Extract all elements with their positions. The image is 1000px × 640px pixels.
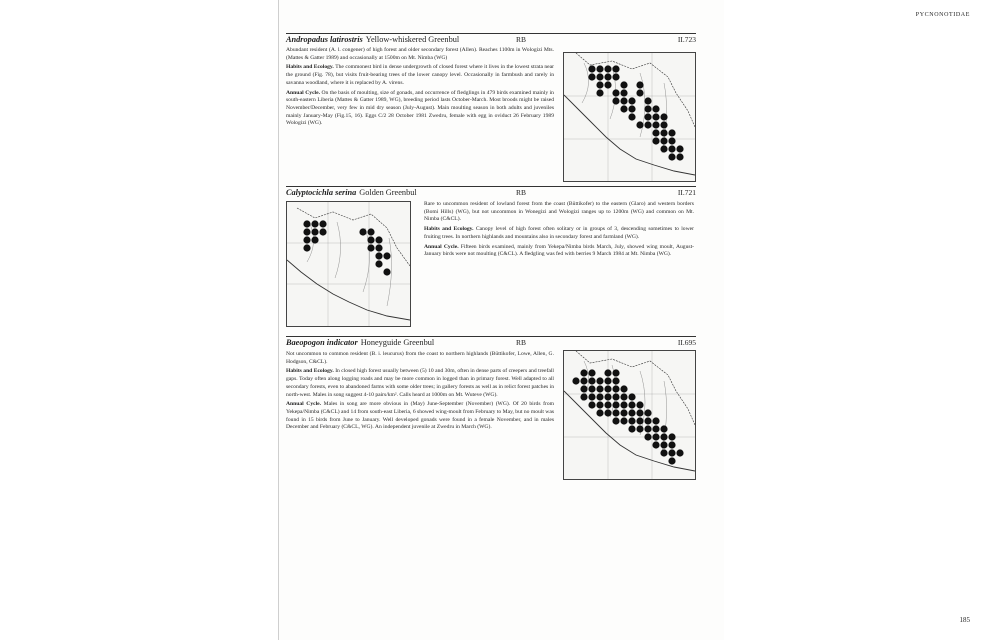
annual-cycle-heading: Annual Cycle. <box>286 401 322 408</box>
species-distribution: Abundant resident (A. l. congener) of high forest and older secondary forest (Allen). Reaches 1100m in Wologizi Mts. (Mattes & Gatter 1989) and occasionally at 1500m on Mt. Nimba (WG) <box>286 47 554 61</box>
distribution-map <box>563 350 696 480</box>
habits-text: The commonest bird in dense undergrowth of closed forest where it lives in the lowest strata near the ground (Fig. 78), but visits fruit-bearing trees of the lower canopy level. Occasionally in farmbush and rarely in savanna woodland, where it is replaced by A. virens. <box>286 64 554 86</box>
page-number: 185 <box>959 616 970 624</box>
map-graphic <box>287 202 410 326</box>
annual-cycle-paragraph <box>286 90 554 129</box>
species-header <box>286 33 696 45</box>
annual-cycle-paragraph <box>286 401 554 432</box>
distribution-dots <box>303 220 390 275</box>
map-graphic <box>564 351 695 479</box>
annual-cycle-text: On the basis of moulting, size of gonads, and occurrence of fledglings in 479 birds examined mainly in south-eastern Liberia (Mattes & Gatter 1989, WG), breeding period lasts October-March. Most broods might be raised November/December, very few in mid dry season (July-August). Main moulting season in both adults and juveniles mainly January-May (Fig.15, 16). Eggs C/2 28 October 1981 Zwedru, female with egg in oviduct 26 February 1989 Wologizi (WG). <box>286 89 554 127</box>
running-head: PYCNONOTIDAE <box>915 12 970 18</box>
species-header <box>286 186 696 198</box>
annual-cycle-paragraph <box>424 244 694 259</box>
species-reference: II.723 <box>677 35 696 44</box>
annual-cycle-text: Males in song are more obvious in (May) June-September (November) (WG). Of 20 birds from Yekepa/Nimba (C&CL) and 14 from south-east Liberia, 6 showed wing-moult from February to May, but no moult was found in 15 birds from June to January. Well developed gonads were found in a female November, and in males December and February (C&CL, WG). An independent juvenile at Zwedru in March (WG). <box>286 401 554 431</box>
distribution-map <box>286 201 411 327</box>
species-distribution: Not uncommon to common resident (B. i. leucurus) from the coast to northern highlands (Büttikofer, Lowe, Allen, G. Hodgson, C&CL). <box>286 351 554 365</box>
page-gutter <box>278 0 279 640</box>
species-reference: II.721 <box>677 188 696 197</box>
annual-cycle-heading: Annual Cycle. <box>424 243 459 250</box>
habits-heading: Habits and Ecology. <box>424 226 474 233</box>
habits-text: Canopy level of high forest often solitary or in groups of 3, descending sometimes to lower fruiting trees. In northern highlands and mountains also in secondary forest and farmland (WG). <box>424 226 694 240</box>
species-common-name: Yellow-whiskered Greenbul <box>365 35 460 44</box>
distribution-map <box>563 52 696 182</box>
map-graphic <box>564 53 695 181</box>
border <box>576 53 695 127</box>
species-status: RB <box>516 188 527 197</box>
species-status: RB <box>516 338 527 347</box>
species-header <box>286 336 696 348</box>
habits-text: In closed high forest usually between (5) 10 and 30m, often in dense parts of creepers and treefall gaps. Today often along logging roads and may be more common in logged than in primary forest. Well adapted to all secondary forests, even to abandoned farms with some older trees; in gallery forests as well as in relict forest patches in north-west. Males in song suggest 4-10 pairs/km². Calls heard at 1000m on Mt. Wuteve (WG). <box>286 368 554 398</box>
species-account <box>424 201 694 261</box>
species-scientific-name: Andropadus latirostris Yellow-whiskered Greenbul <box>286 35 460 44</box>
species-common-name: Honeyguide Greenbul <box>360 338 435 347</box>
habits-paragraph <box>424 226 694 241</box>
habits-paragraph <box>286 368 554 399</box>
habits-heading: Habits and Ecology. <box>286 64 334 71</box>
species-account <box>286 351 554 434</box>
annual-cycle-text: Fifteen birds examined, mainly from Yekepa/Nimba birds March, July, showed wing moult, August-January birds were not moulting (C&CL). A fledgling was fed with berries 9 March 1984 at Mt. Nimba (WG). <box>424 243 694 258</box>
species-reference: II.695 <box>677 338 696 347</box>
species-account <box>286 47 554 130</box>
species-scientific-name: Baeopogon indicator Honeyguide Greenbul <box>286 338 435 347</box>
species-distribution: Rare to uncommon resident of lowland forest from the coast (Büttikofer) to the eastern (Glaro) and western borders (Bomi Hills) (WG), but not uncommon in Wonegizi and Wologizi ranges up to 1200m (WG) and common on Mt. Nimba (C&CL). <box>424 201 694 223</box>
species-status: RB <box>516 35 527 44</box>
habits-heading: Habits and Ecology. <box>286 368 334 375</box>
distribution-dots <box>588 65 683 160</box>
species-common-name: Golden Greenbul <box>359 188 417 197</box>
species-scientific-name: Calyptocichla serina Golden Greenbul <box>286 188 417 197</box>
habits-paragraph <box>286 64 554 87</box>
annual-cycle-heading: Annual Cycle. <box>286 89 320 96</box>
